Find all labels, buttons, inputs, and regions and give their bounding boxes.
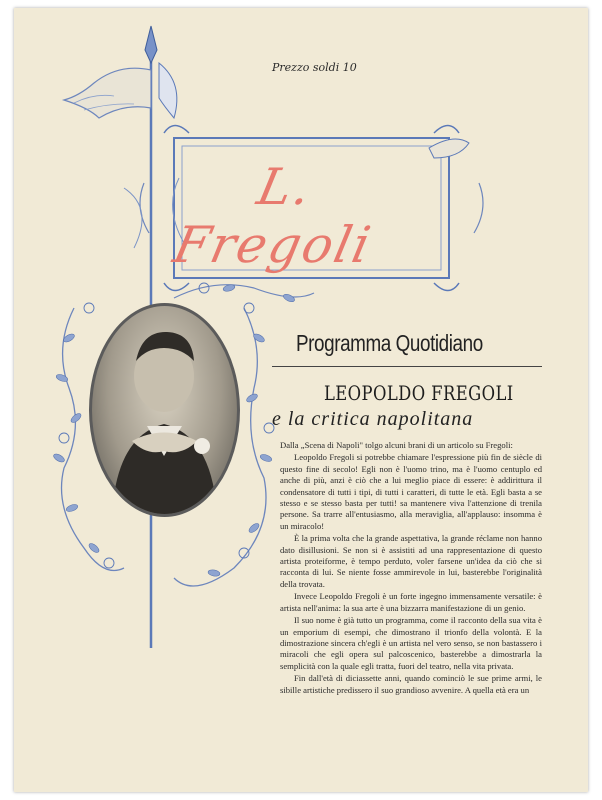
divider [272,366,542,367]
portrait-icon [92,306,237,514]
portrait-photo [89,303,240,517]
paragraph: Fin dall'età di diciassette anni, quando cominciò le sue prime armi, le sibille artistiche predissero il suo grandioso avvenire. A quella età era un [280,673,542,695]
paragraph: Il suo nome è già tutto un programma, come il racconto della sua vita è un emporium di esempi, che dimostrano il trionfo della volontà. E la dimostrazione sincera ch'egli è un artista nel vero senso, se non bastassero i miracoli che egli opera sul palcoscenico, basterebbe a dimostrarla la semplicità con la quale egli tratta, fuori del teatro, nella vita privata. [280,615,542,671]
tagline: e la critica napolitana [272,408,474,430]
section-title: Programma Quotidiano [296,330,483,356]
headline: LEOPOLDO FREGOLI [324,381,514,405]
paragraph: Leopoldo Fregoli si potrebbe chiamare l'espressione più fin de siècle di questo fine di secolo! Egli non è l'uomo trino, ma è l'uomo centuplo ed anche di più, anzi è ciò che a lui meglio piace di essere: è addirittura il condensatore di tutti i tipi, di tutti i caratteri, di tutte le età. Egli basta a se stesso e se stesso basta per tutti! sa mantenere viva l'attenzione di trenila persone. Sa trarre all'entusiasmo, alla meraviglia, all'applauso: insomma è un miracolo! [280,452,542,531]
paragraph: Invece Leopoldo Fregoli è un forte ingegno immensamente versatile: è artista nell'anima: la sua arte è una bizzarra manifestazione di un genio. [280,591,542,613]
paragraph: È la prima volta che la grande aspettativa, la grande réclame non hanno dato disillusioni. Se non si è assistiti ad una rappresentazione di questo artista proteiforme, è tempo perduto, voler farsene un'idea da ciò che si racconta di lui. Se niente fosse ammirevole in lui, basterebbe l'originalità della trovata. [280,533,542,589]
lance-tip-icon [145,26,157,63]
program-sheet [14,8,588,792]
article-body [280,440,542,697]
price-label: Prezzo soldi 10 [272,61,357,74]
fregoli-logo: L. Fregoli [168,158,378,274]
paragraph: Dalla „Scena di Napoli" tolgo alcuni brani di un articolo su Fregoli: [280,440,513,450]
flag-icon [64,68,151,118]
